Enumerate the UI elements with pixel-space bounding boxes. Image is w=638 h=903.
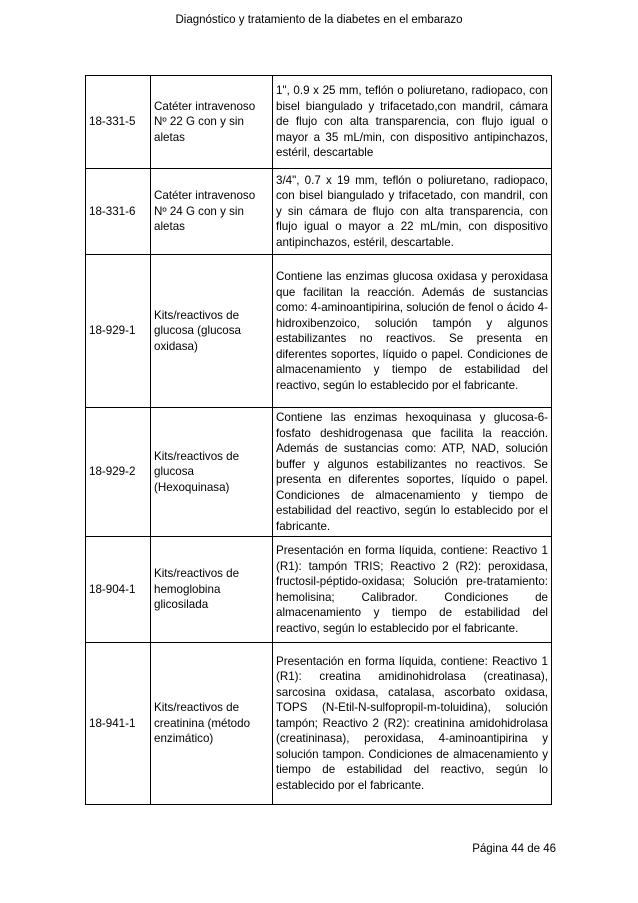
product-spec-table [85,75,552,805]
page-number: Página 44 de 46 [472,843,556,855]
table-row [86,76,552,169]
product-name: Kits/reactivos de creatinina (método enzimático) [151,643,273,805]
table-row [86,408,552,537]
table-row [86,643,552,805]
product-code: 18-331-5 [86,76,151,169]
product-name: Kits/reactivos de glucosa (Hexoquinasa) [151,408,273,537]
product-name: Catéter intravenoso Nº 22 G con y sin aletas [151,76,273,169]
product-name: Kits/reactivos de hemoglobina glicosilada [151,537,273,643]
product-description: Presentación en forma líquida, contiene: Reactivo 1 (R1): creatina amidinohidrolasa (creatinasa), sarcosina oxidasa, catalasa, ascorbato oxidasa, TOPS (N-Etil-N-sulfopropil-m-toluidina), solución tampón; Reactivo 2 (R2): creatinina amidohidrolasa (creatininasa), peroxidasa, 4-aminoantipirina y solución tampon. Condiciones de almacenamiento y tiempo de estabilidad del reactivo, según lo establecido por el fabricante. [273,643,552,805]
product-name: Kits/reactivos de glucosa (glucosa oxidasa) [151,255,273,408]
product-name: Catéter intravenoso Nº 24 G con y sin aletas [151,169,273,255]
product-code: 18-941-1 [86,643,151,805]
product-code: 18-904-1 [86,537,151,643]
table-row [86,537,552,643]
product-description: Presentación en forma líquida, contiene: Reactivo 1 (R1): tampón TRIS; Reactivo 2 (R2): peroxidasa, fructosil-péptido-oxidasa; Solución pre-tratamiento: hemolisina; Calibrador. Condiciones de almacenamiento y tiempo de estabilidad del reactivo, según lo establecido por el fabricante. [273,537,552,643]
product-description: 1", 0.9 x 25 mm, teflón o poliuretano, radiopaco, con bisel biangulado y trifacetado,con mandril, cámara de flujo con alta transparencia, con flujo igual o mayor a 35 mL/min, con dispositivo antipinchazos, estéril, descartable [273,76,552,169]
product-code: 18-929-1 [86,255,151,408]
product-code: 18-331-6 [86,169,151,255]
product-description: Contiene las enzimas glucosa oxidasa y peroxidasa que facilitan la reacción. Además de sustancias como: 4-aminoantipirina, solución de fenol o ácido 4-hidroxibenzoico, solución tampón y algunos estabilizantes no reactivos. Se presenta en diferentes soportes, líquido o papel. Condiciones de almacenamiento y tiempo de estabilidad del reactivo, según lo establecido por el fabricante. [273,255,552,408]
table-row [86,169,552,255]
table-row [86,255,552,408]
product-description: Contiene las enzimas hexoquinasa y glucosa-6-fosfato deshidrogenasa que facilita la reacción. Además de sustancias como: ATP, NAD, solución buffer y algunos estabilizantes no reactivos. Se presenta en diferentes soportes, líquido o papel. Condiciones de almacenamiento y tiempo de estabilidad del reactivo, según lo establecido por el fabricante. [273,408,552,537]
product-description: 3/4", 0.7 x 19 mm, teflón o poliuretano, radiopaco, con bisel biangulado y trifacetado, con mandril, con y sin cámara de flujo con alta transparencia, con flujo igual o mayor a 22 mL/min, con dispositivo antipinchazos, estéril, descartable. [273,169,552,255]
product-code: 18-929-2 [86,408,151,537]
page-header: Diagnóstico y tratamiento de la diabetes en el embarazo [175,14,463,26]
